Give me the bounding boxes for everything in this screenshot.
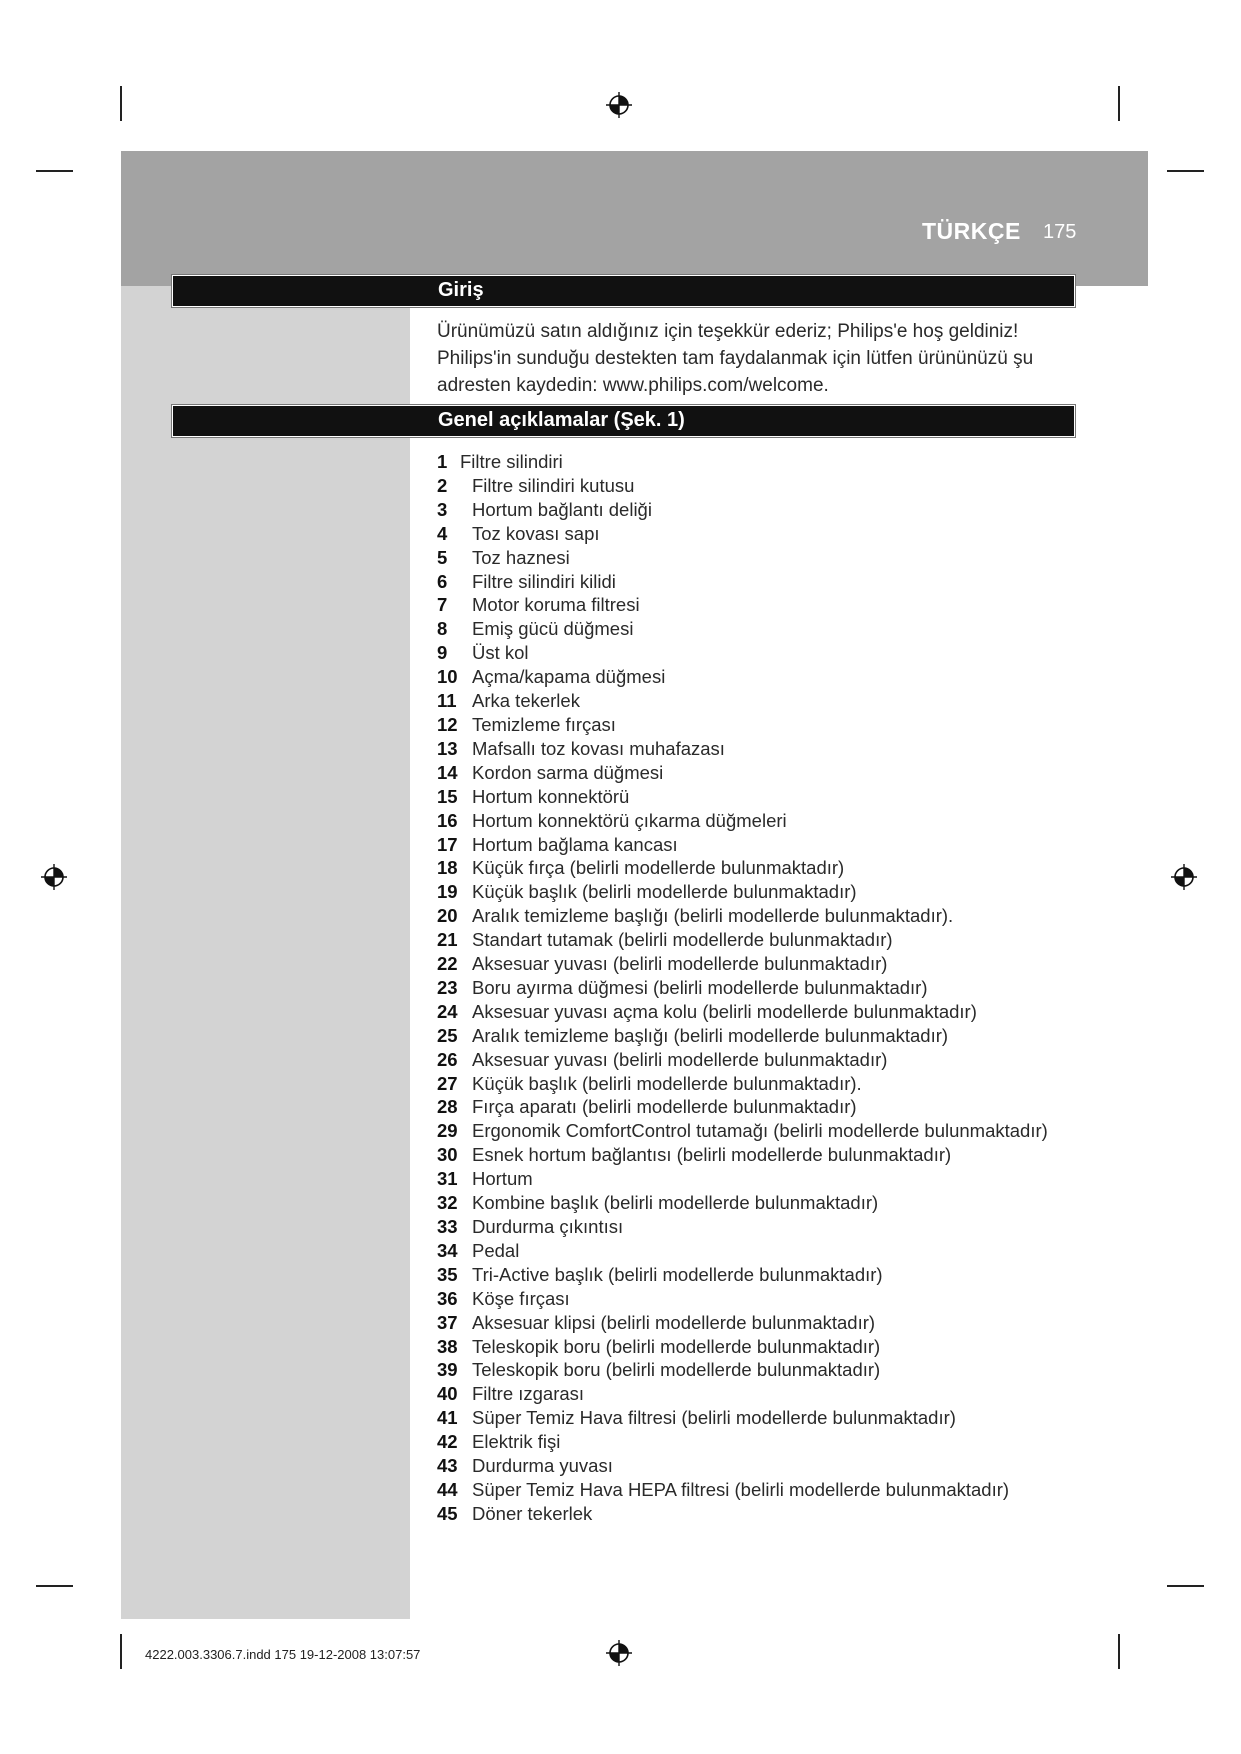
list-item <box>437 665 1077 689</box>
list-item-text: Teleskopik boru (belirli modellerde bulunmaktadır) <box>472 1359 881 1381</box>
list-item-number: 8 <box>437 618 448 640</box>
list-item <box>437 689 1077 713</box>
list-item-number: 30 <box>437 1144 458 1166</box>
list-item-number: 7 <box>437 594 448 616</box>
list-item-text: Hortum konnektörü <box>472 785 630 807</box>
crop-mark <box>1118 86 1120 121</box>
list-item-number: 9 <box>437 642 448 664</box>
section-title-general: Genel açıklamalar (Şek. 1) <box>438 409 685 431</box>
list-item <box>437 713 1077 737</box>
registration-mark-icon <box>41 864 67 890</box>
list-item-number: 36 <box>437 1287 458 1309</box>
list-item <box>437 761 1077 785</box>
crop-mark <box>120 86 122 121</box>
list-item <box>437 856 1077 880</box>
list-item <box>437 1143 1077 1167</box>
list-item-number: 28 <box>437 1096 458 1118</box>
list-item-text: Durdurma çıkıntısı <box>472 1216 624 1237</box>
list-item-text: Kordon sarma düğmesi <box>472 761 664 783</box>
list-item-text: Aralık temizleme başlığı (belirli modellerde bulunmaktadır) <box>472 1024 949 1046</box>
list-item-number: 25 <box>437 1024 458 1046</box>
list-item <box>437 1287 1077 1311</box>
margin-band <box>121 286 410 1619</box>
list-item-text: Filtre silindiri kilidi <box>472 570 616 592</box>
list-item <box>437 1215 1077 1239</box>
list-item-text: Ergonomik ComfortControl tutamağı (belirli modellerde bulunmaktadır) <box>472 1120 1048 1142</box>
list-item-number: 38 <box>437 1335 458 1357</box>
list-item-text: Süper Temiz Hava HEPA filtresi (belirli modellerde bulunmaktadır) <box>472 1478 1010 1500</box>
list-item <box>437 904 1077 928</box>
list-item <box>437 1335 1077 1359</box>
registration-mark-icon <box>606 1640 632 1666</box>
list-item-text: Hortum bağlantı deliği <box>472 498 652 520</box>
list-item-number: 10 <box>437 666 458 688</box>
list-item-text: Hortum konnektörü çıkarma düğmeleri <box>472 809 787 831</box>
list-item-text: Filtre silindiri kutusu <box>472 474 635 496</box>
list-item-number: 12 <box>437 713 458 735</box>
list-item <box>437 1239 1077 1263</box>
list-item-number: 32 <box>437 1192 458 1214</box>
list-item-number: 24 <box>437 1000 458 1022</box>
list-item-text: Köşe fırçası <box>472 1287 570 1309</box>
list-item-number: 11 <box>437 690 457 712</box>
crop-mark <box>120 1634 122 1669</box>
list-item-text: Fırça aparatı (belirli modellerde bulunmaktadır) <box>472 1096 857 1118</box>
list-item-number: 16 <box>437 809 458 831</box>
parts-list <box>437 450 1077 1526</box>
list-item-text: Aralık temizleme başlığı (belirli modellerde bulunmaktadır). <box>472 905 954 927</box>
list-item <box>437 1478 1077 1502</box>
list-item-text: Aksesuar yuvası açma kolu (belirli modellerde bulunmaktadır) <box>472 1000 977 1022</box>
list-item-text: Küçük başlık (belirli modellerde bulunmaktadır) <box>472 881 857 903</box>
crop-mark <box>36 170 73 172</box>
list-item-number: 19 <box>437 881 458 903</box>
list-item <box>437 1095 1077 1119</box>
list-item-number: 43 <box>437 1455 458 1477</box>
list-item <box>437 833 1077 857</box>
list-item-text: Açma/kapama düğmesi <box>472 666 666 688</box>
list-item-text: Toz kovası sapı <box>472 522 600 544</box>
list-item-number: 42 <box>437 1431 458 1453</box>
list-item-number: 23 <box>437 976 458 998</box>
list-item-number: 29 <box>437 1120 458 1142</box>
list-item-text: Elektrik fişi <box>472 1431 561 1453</box>
list-item <box>437 737 1077 761</box>
section-heading-bar <box>172 275 1075 307</box>
list-item <box>437 785 1077 809</box>
list-item <box>437 928 1077 952</box>
list-item <box>437 617 1077 641</box>
list-item-text: Aksesuar yuvası (belirli modellerde bulunmaktadır) <box>472 953 888 975</box>
section-heading-bar <box>172 405 1075 437</box>
list-item-text: Teleskopik boru (belirli modellerde bulunmaktadır) <box>472 1335 881 1357</box>
list-item-number: 4 <box>437 522 448 544</box>
list-item <box>437 546 1077 570</box>
list-item-text: Pedal <box>472 1239 520 1261</box>
list-item-number: 18 <box>437 857 458 879</box>
intro-line: Philips'in sunduğu destekten tam faydalanmak için lütfen ürününüzü şu <box>437 348 1034 369</box>
list-item-number: 45 <box>437 1502 458 1524</box>
list-item-text: Üst kol <box>472 642 529 664</box>
list-item-number: 17 <box>437 833 458 855</box>
page-language: TÜRKÇE <box>922 218 1021 244</box>
intro-line: Ürünümüzü satın aldığınız için teşekkür ederiz; Philips'e hoş geldiniz! <box>437 321 1019 342</box>
list-item-number: 15 <box>437 785 458 807</box>
list-item-number: 3 <box>437 498 448 520</box>
list-item <box>437 809 1077 833</box>
list-item-number: 20 <box>437 905 458 927</box>
list-item-text: Döner tekerlek <box>472 1502 593 1524</box>
list-item <box>437 498 1077 522</box>
list-item-number: 22 <box>437 953 458 975</box>
list-item-text: Aksesuar klipsi (belirli modellerde bulunmaktadır) <box>472 1311 876 1333</box>
list-item <box>437 450 1077 474</box>
list-item-text: Toz haznesi <box>472 546 570 568</box>
list-item-number: 33 <box>437 1216 458 1237</box>
list-item <box>437 1048 1077 1072</box>
list-item <box>437 1191 1077 1215</box>
list-item-text: Esnek hortum bağlantısı (belirli modellerde bulunmaktadır) <box>472 1144 952 1166</box>
list-item <box>437 1502 1077 1526</box>
list-item-number: 14 <box>437 761 458 783</box>
crop-mark <box>1167 170 1204 172</box>
list-item-number: 44 <box>437 1478 458 1500</box>
list-item-text: Küçük fırça (belirli modellerde bulunmaktadır) <box>472 857 845 879</box>
list-item <box>437 1072 1077 1096</box>
list-item <box>437 474 1077 498</box>
registration-mark-icon <box>606 92 632 118</box>
list-item <box>437 1167 1077 1191</box>
crop-mark <box>36 1585 73 1587</box>
list-item-number: 37 <box>437 1311 458 1333</box>
list-item-number: 27 <box>437 1072 458 1094</box>
list-item <box>437 1119 1077 1143</box>
list-item <box>437 641 1077 665</box>
list-item-number: 34 <box>437 1239 458 1261</box>
list-item-text: Mafsallı toz kovası muhafazası <box>472 737 725 759</box>
list-item-text: Boru ayırma düğmesi (belirli modellerde bulunmaktadır) <box>472 976 928 998</box>
list-item-number: 40 <box>437 1383 458 1405</box>
list-item <box>437 952 1077 976</box>
list-item-text: Filtre silindiri <box>460 451 563 472</box>
crop-mark <box>1167 1585 1204 1587</box>
list-item-text: Kombine başlık (belirli modellerde bulunmaktadır) <box>472 1192 879 1214</box>
list-item <box>437 880 1077 904</box>
list-item-text: Küçük başlık (belirli modellerde bulunmaktadır). <box>472 1072 862 1094</box>
list-item-text: Temizleme fırçası <box>472 713 616 735</box>
crop-mark <box>1118 1634 1120 1669</box>
list-item-text: Durdurma yuvası <box>472 1455 613 1477</box>
list-item <box>437 593 1077 617</box>
list-item-number: 21 <box>437 929 458 951</box>
list-item-text: Standart tutamak (belirli modellerde bulunmaktadır) <box>472 929 893 951</box>
list-item-text: Hortum <box>472 1168 533 1190</box>
list-item <box>437 1430 1077 1454</box>
list-item <box>437 976 1077 1000</box>
list-item <box>437 522 1077 546</box>
intro-line: adresten kaydedin: www.philips.com/welcome. <box>437 375 829 396</box>
list-item-number: 39 <box>437 1359 458 1381</box>
list-item-number: 31 <box>437 1168 458 1190</box>
list-item-text: Arka tekerlek <box>472 690 580 712</box>
list-item <box>437 1406 1077 1430</box>
list-item-number: 41 <box>437 1407 458 1429</box>
list-item-text: Süper Temiz Hava filtresi (belirli modellerde bulunmaktadır) <box>472 1407 956 1429</box>
list-item-number: 6 <box>437 570 448 592</box>
list-item <box>437 1454 1077 1478</box>
list-item-number: 35 <box>437 1263 458 1285</box>
page-number: 175 <box>1043 221 1077 243</box>
list-item <box>437 1263 1077 1287</box>
print-slug: 4222.003.3306.7.indd 175 19-12-2008 13:07:57 <box>145 1647 421 1662</box>
section-title-intro: Giriş <box>438 279 484 301</box>
registration-mark-icon <box>1171 864 1197 890</box>
list-item-text: Hortum bağlama kancası <box>472 833 678 855</box>
list-item <box>437 1382 1077 1406</box>
list-item <box>437 1024 1077 1048</box>
list-item-text: Motor koruma filtresi <box>472 594 640 616</box>
list-item-text: Emiş gücü düğmesi <box>472 618 634 640</box>
list-item <box>437 570 1077 594</box>
list-item-number: 1 <box>437 451 448 472</box>
list-item <box>437 1358 1077 1382</box>
list-item-text: Aksesuar yuvası (belirli modellerde bulunmaktadır) <box>472 1048 888 1070</box>
list-item <box>437 1000 1077 1024</box>
intro-paragraph <box>437 318 1077 399</box>
list-item-text: Filtre ızgarası <box>472 1383 585 1405</box>
list-item-number: 13 <box>437 737 458 759</box>
list-item-number: 26 <box>437 1048 458 1070</box>
list-item-text: Tri-Active başlık (belirli modellerde bulunmaktadır) <box>472 1263 883 1285</box>
list-item-number: 5 <box>437 546 448 568</box>
list-item-number: 2 <box>437 474 448 496</box>
list-item <box>437 1311 1077 1335</box>
